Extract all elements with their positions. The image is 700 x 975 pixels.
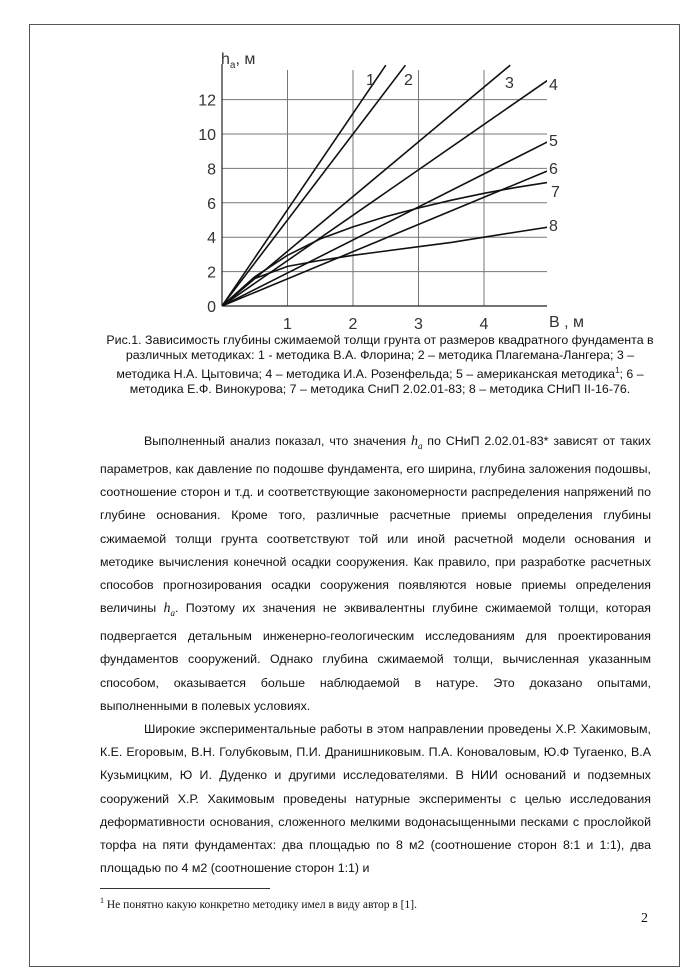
variable-sub: a <box>417 440 423 451</box>
paragraph-1-text: Выполненный анализ показал, что значения <box>144 434 407 448</box>
figure-caption <box>100 333 660 397</box>
body-text <box>100 430 651 880</box>
paragraph-1 <box>100 430 651 718</box>
variable-h-a-2 <box>163 601 176 619</box>
paragraph-1-text-2: по СНиП 2.02.01-83* зависят от таких параметров, как давление по подошве фундамента, его ширина, глубина заложения подошвы, соотношение сторон и т.д. и соответствующие закономерности распределения напряжений по глубине основания. Кроме того, различные расчетные приемы определения глубины сжимаемой толщи грунта соответствуют той или иной расчетной модели основания и методике вычисления конечной осадки сооружения. Как правило, при разработке расчетных способов прогнозирования осадки сооружения появляются новые приемы определения величины <box>100 434 651 616</box>
y-tick-label-12: 12 <box>198 92 216 110</box>
series-2-label: 2 <box>404 72 413 89</box>
series-6-label: 6 <box>549 161 558 178</box>
variable-sub-2: a <box>170 608 176 619</box>
variable-h-2: h <box>163 601 171 617</box>
footnote-text: Не понятно какую конкретно методику имел в виду автор в [1]. <box>104 898 417 911</box>
series-1-label: 1 <box>366 72 375 89</box>
page-number: 2 <box>641 911 648 926</box>
series-4-label: 4 <box>549 77 558 94</box>
series-7-line <box>222 182 550 306</box>
variable-h-a <box>411 434 423 449</box>
figure-chart <box>195 44 585 334</box>
variable-h: h <box>410 434 418 449</box>
series-7-label: 7 <box>551 184 560 201</box>
paragraph-1-text-3: . Поэтому их значения не эквивалентны глубине сжимаемой толщи, которая подвергается детальным инженерно-геологическим исследованиям для проектирования фундаментов сооружений. Однако глубина сжимаемой толщи, вычисленная указанным способом, оказывается больше наблюдаемой в натуре. Это доказано опытами, выполненными в полевых условиях. <box>100 601 651 713</box>
y-tick-label-8: 8 <box>207 161 216 179</box>
x-tick-label-4: 4 <box>479 316 489 333</box>
series-8-label: 8 <box>549 218 558 235</box>
y-tick-label-0: 0 <box>207 299 216 316</box>
y-tick-label-2: 2 <box>207 264 216 282</box>
caption-text: Рис.1. Зависимость глубины сжимаемой толщи грунта от размеров квадратного фундамента в различных методиках: 1 - методика В.А. Флорина; 2 – методика Плагемана-Лангера; 3 – методика Н.А. Цытовича; 4 – методика И.А. Розенфельда; 5 – американская методика <box>106 333 654 382</box>
footnote-divider <box>100 888 270 889</box>
caption-footnote-marker: 1 <box>615 366 620 375</box>
caption-text-continued: ; 6 – методика Е.Ф. Винокурова; 7 – методика СниП 2.02.01-83; 8 – методика СНиП II-16-76. <box>129 367 644 397</box>
x-axis-title: B , м <box>549 314 585 331</box>
x-tick-label-3: 3 <box>414 316 423 333</box>
x-tick-label-1: 1 <box>283 316 292 333</box>
x-tick-label-2: 2 <box>348 316 358 333</box>
y-tick-label-4: 4 <box>207 230 216 248</box>
series-5-label: 5 <box>549 133 558 150</box>
series-5-line <box>222 141 550 306</box>
series-2-line <box>222 65 405 306</box>
series-1-line <box>222 65 386 306</box>
y-axis-title: $h_a$, м <box>221 51 256 71</box>
paragraph-2: Широкие экспериментальные работы в этом направлении проведены Х.Р. Хакимовым, К.Е. Егоровым, В.Н. Голубковым, П.И. Дранишниковым. П.А. Коноваловым, Ю.Ф Тугаенко, В.А Кузьмицким, Ю И. Дуденко и другими исследователями. В НИИ оснований и подземных сооружений Х.Р. Хакимовым проведены натурные эксперименты с целью исследования деформативности основания, сложенного мелкими водонасыщенными песками с прослойкой торфа на пяти фундаментах: два площадью по 8 м2 (соотношение сторон 8:1 и 1:1), два площадью по 4 м2 (соотношение сторон 1:1) и <box>100 722 651 876</box>
footnote-marker: 1 <box>100 896 104 905</box>
series-3-label: 3 <box>505 75 514 92</box>
y-tick-label-6: 6 <box>207 195 216 213</box>
y-tick-label-10: 10 <box>198 127 216 144</box>
footnote <box>100 896 640 911</box>
